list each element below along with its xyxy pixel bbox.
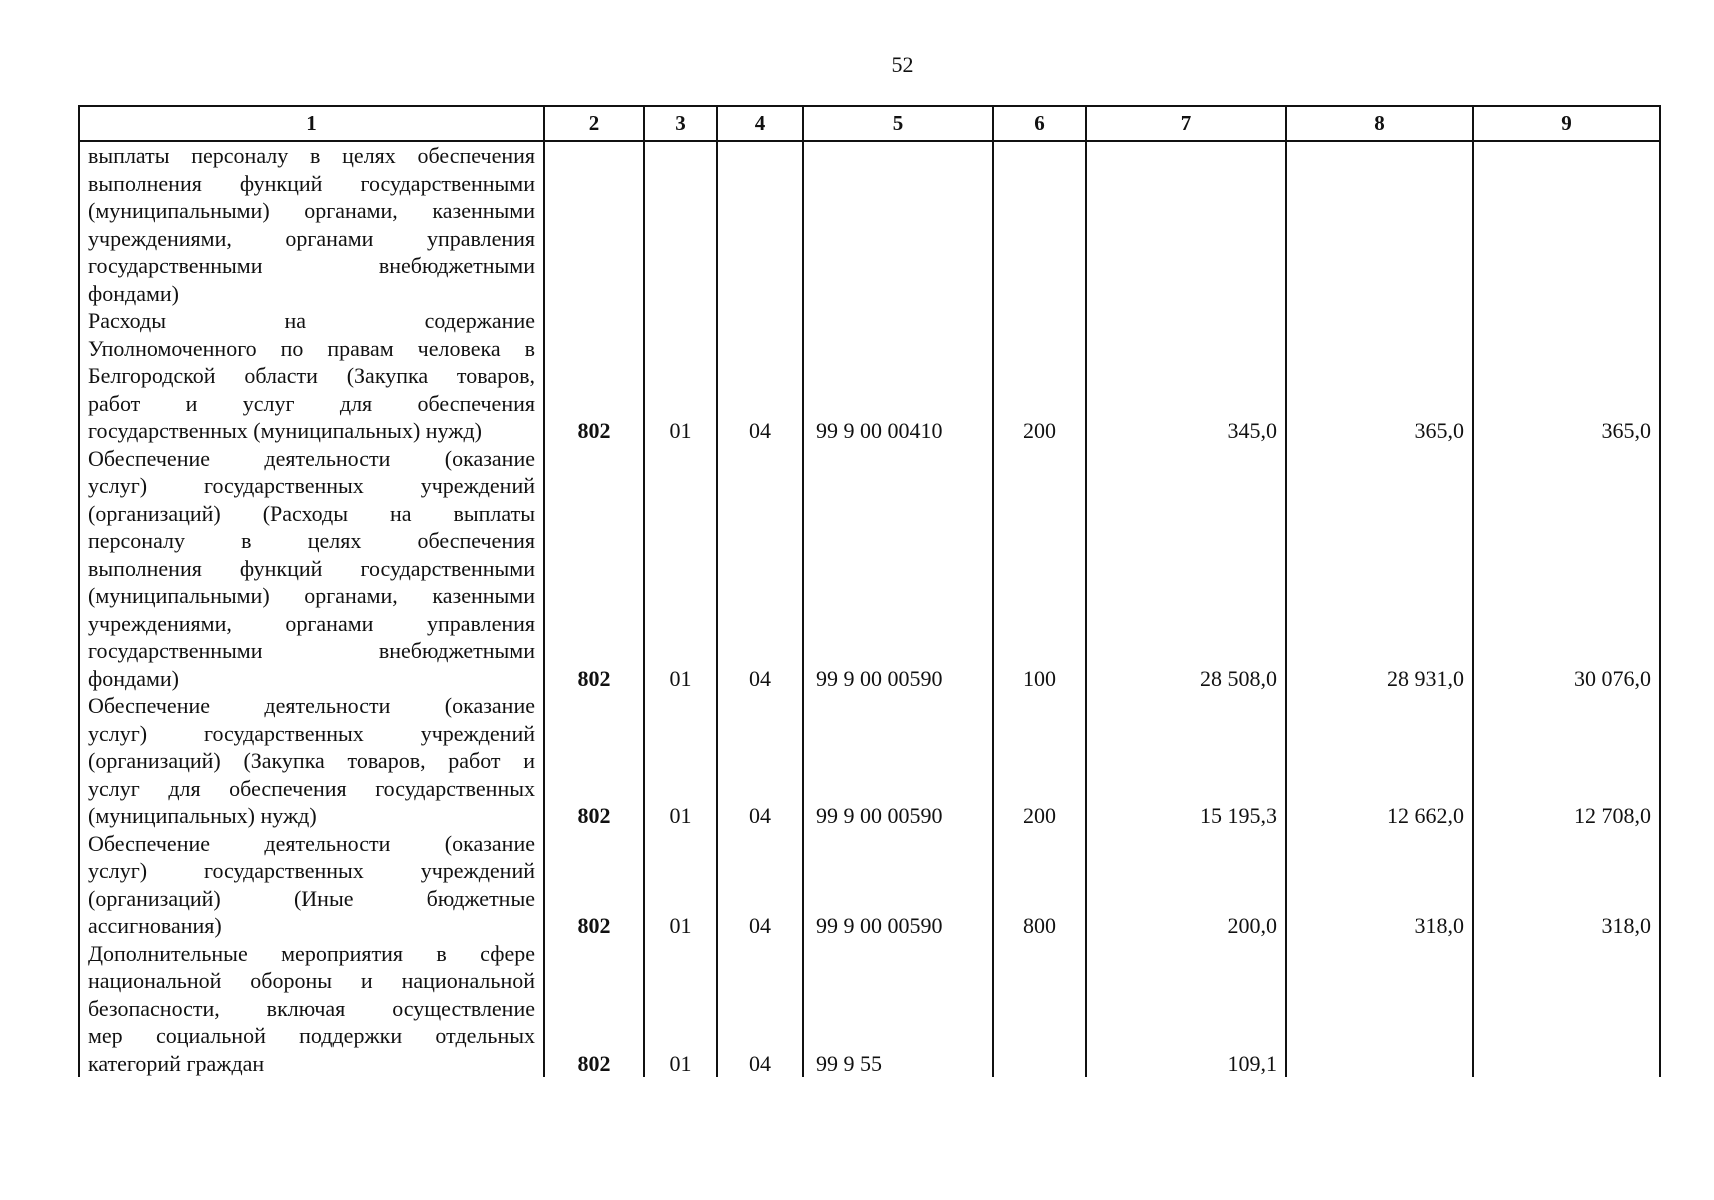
description-line: выполнения функций государственными — [88, 170, 535, 196]
amount-year-3: 318,0 — [1473, 830, 1660, 940]
row-description — [79, 830, 544, 940]
amount-year-3: 12 708,0 — [1473, 692, 1660, 830]
description-line: фондами) — [88, 665, 180, 691]
amount-year-2: 318,0 — [1286, 830, 1473, 940]
subsection-code: 04 — [717, 830, 803, 940]
subsection-code: 04 — [717, 307, 803, 445]
description-line: работ и услуг для обеспечения — [88, 390, 535, 416]
ministry-code: 802 — [544, 692, 644, 830]
target-article-code: 99 9 55 — [803, 940, 993, 1078]
section-code: 01 — [644, 940, 717, 1078]
column-header-1: 1 — [79, 106, 544, 141]
description-line: Расходы на содержание — [88, 308, 535, 333]
description-line: Обеспечение деятельности (оказание — [88, 445, 535, 471]
target-article-code — [803, 141, 993, 307]
description-line: персоналу в целях обеспечения — [88, 528, 535, 553]
description-line: государственных (муниципальных) нужд) — [88, 418, 482, 443]
expense-type-code — [993, 141, 1086, 307]
description-line: учреждениями, органами управления — [88, 225, 535, 251]
table-row — [79, 445, 1660, 693]
table-row — [79, 141, 1660, 307]
description-line: национальной обороны и национальной — [88, 968, 535, 993]
description-text — [88, 307, 535, 445]
row-description — [79, 692, 544, 830]
description-line: выполнения функций государственными — [88, 555, 535, 581]
amount-year-1: 15 195,3 — [1086, 692, 1286, 830]
row-description — [79, 445, 544, 693]
description-line: (организаций) (Расходы на выплаты — [88, 500, 535, 526]
description-text — [88, 940, 535, 1078]
section-code — [644, 141, 717, 307]
column-header-7: 7 — [1086, 106, 1286, 141]
description-line: учреждениями, органами управления — [88, 610, 535, 636]
budget-table — [78, 105, 1661, 1077]
description-line: Уполномоченного по правам человека в — [88, 335, 535, 361]
description-text — [88, 830, 535, 940]
amount-year-3: 365,0 — [1473, 307, 1660, 445]
section-code: 01 — [644, 307, 717, 445]
subsection-code — [717, 141, 803, 307]
description-line: мер социальной поддержки отдельных — [88, 1023, 535, 1048]
subsection-code: 04 — [717, 692, 803, 830]
table-body — [79, 141, 1660, 1077]
description-line: услуг) государственных учреждений — [88, 720, 535, 746]
table-row — [79, 692, 1660, 830]
target-article-code: 99 9 00 00590 — [803, 692, 993, 830]
description-text — [88, 142, 535, 307]
description-line: (муниципальными) органами, казенными — [88, 198, 535, 223]
column-header-5: 5 — [803, 106, 993, 141]
expense-type-code: 800 — [993, 830, 1086, 940]
description-line: Дополнительные мероприятия в сфере — [88, 940, 535, 966]
column-header-4: 4 — [717, 106, 803, 141]
ministry-code: 802 — [544, 830, 644, 940]
section-code: 01 — [644, 830, 717, 940]
description-line: фондами) — [88, 280, 180, 306]
description-line: выплаты персоналу в целях обеспечения — [88, 143, 535, 168]
description-line: государственными внебюджетными — [88, 253, 535, 278]
amount-year-2: 365,0 — [1286, 307, 1473, 445]
row-description — [79, 940, 544, 1078]
amount-year-2: 12 662,0 — [1286, 692, 1473, 830]
ministry-code: 802 — [544, 940, 644, 1078]
amount-year-1: 109,1 — [1086, 940, 1286, 1078]
target-article-code: 99 9 00 00590 — [803, 830, 993, 940]
target-article-code: 99 9 00 00590 — [803, 445, 993, 693]
amount-year-1 — [1086, 141, 1286, 307]
description-line: Белгородской области (Закупка товаров, — [88, 363, 535, 388]
table-row — [79, 830, 1660, 940]
description-line: ассигнования) — [88, 913, 222, 938]
description-text — [88, 692, 535, 830]
description-line: (организаций) (Иные бюджетные — [88, 885, 535, 911]
column-header-2: 2 — [544, 106, 644, 141]
column-header-8: 8 — [1286, 106, 1473, 141]
table-row — [79, 307, 1660, 445]
ministry-code: 802 — [544, 307, 644, 445]
description-line: (организаций) (Закупка товаров, работ и — [88, 748, 535, 773]
description-line: государственными внебюджетными — [88, 638, 535, 663]
amount-year-1: 28 508,0 — [1086, 445, 1286, 693]
amount-year-2 — [1286, 940, 1473, 1078]
target-article-code: 99 9 00 00410 — [803, 307, 993, 445]
subsection-code: 04 — [717, 940, 803, 1078]
description-line: (муниципальных) нужд) — [88, 803, 317, 828]
column-header-9: 9 — [1473, 106, 1660, 141]
amount-year-1: 200,0 — [1086, 830, 1286, 940]
expense-type-code: 200 — [993, 692, 1086, 830]
subsection-code: 04 — [717, 445, 803, 693]
column-header-3: 3 — [644, 106, 717, 141]
expense-type-code: 200 — [993, 307, 1086, 445]
ministry-code — [544, 141, 644, 307]
column-header-6: 6 — [993, 106, 1086, 141]
page-number: 52 — [891, 52, 914, 77]
amount-year-3 — [1473, 940, 1660, 1078]
row-description — [79, 141, 544, 307]
section-code: 01 — [644, 692, 717, 830]
amount-year-1: 345,0 — [1086, 307, 1286, 445]
row-description — [79, 307, 544, 445]
section-code: 01 — [644, 445, 717, 693]
table-row — [79, 940, 1660, 1078]
expense-type-code: 100 — [993, 445, 1086, 693]
description-text — [88, 445, 535, 693]
amount-year-2 — [1286, 141, 1473, 307]
description-line: Обеспечение деятельности (оказание — [88, 830, 535, 856]
description-line: категорий граждан — [88, 1050, 265, 1076]
expense-type-code — [993, 940, 1086, 1078]
amount-year-2: 28 931,0 — [1286, 445, 1473, 693]
table-header-row — [79, 106, 1660, 141]
amount-year-3 — [1473, 141, 1660, 307]
description-line: услуг для обеспечения государственных — [88, 775, 535, 801]
description-line: безопасности, включая осуществление — [88, 995, 535, 1021]
description-line: услуг) государственных учреждений — [88, 858, 535, 883]
ministry-code: 802 — [544, 445, 644, 693]
description-line: Обеспечение деятельности (оказание — [88, 693, 535, 718]
description-line: услуг) государственных учреждений — [88, 473, 535, 498]
description-line: (муниципальными) органами, казенными — [88, 583, 535, 608]
amount-year-3: 30 076,0 — [1473, 445, 1660, 693]
